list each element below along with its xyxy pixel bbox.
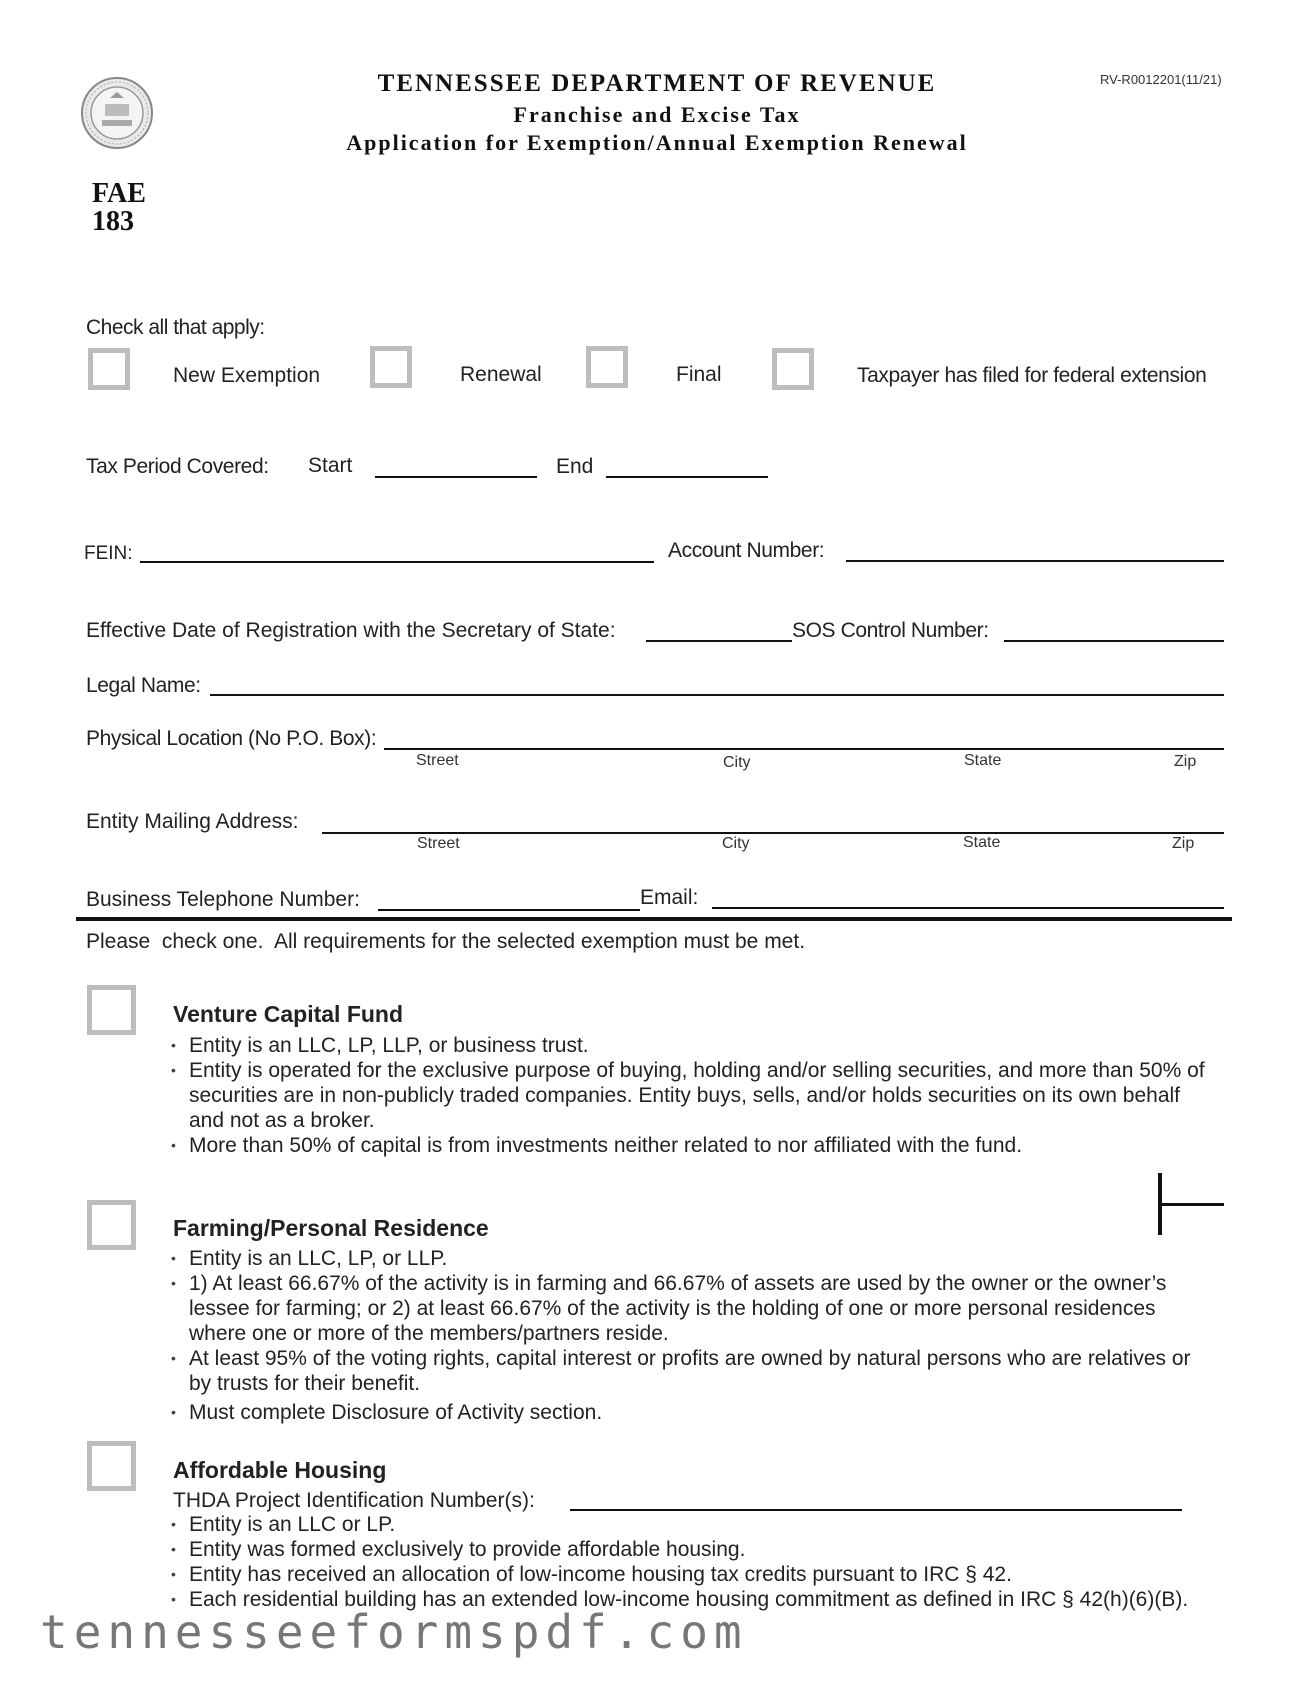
form-subtitle: Franchise and Excise Tax	[513, 102, 801, 127]
mailing-address-field[interactable]	[322, 832, 1224, 834]
venture-capital-requirements	[171, 1033, 1211, 1158]
physical-location-label: Physical Location (No P.O. Box):	[86, 727, 377, 750]
form-code	[92, 180, 146, 236]
end-date-field[interactable]	[606, 476, 768, 478]
list-item: • Must complete Disclosure of Activity section.	[171, 1400, 1211, 1425]
form-id: RV-R0012201(11/21)	[1100, 72, 1222, 87]
legal-name-label: Legal Name:	[86, 674, 201, 697]
thda-project-id-field[interactable]	[570, 1509, 1182, 1511]
list-item: • Entity is an LLC, LP, or LLP.	[171, 1246, 1211, 1271]
account-number-field[interactable]	[846, 560, 1224, 562]
new-exemption-checkbox[interactable]	[88, 348, 130, 390]
sos-control-field[interactable]	[1004, 640, 1224, 642]
form-code-line1: FAE	[92, 178, 146, 209]
physical-zip-caption: Zip	[1174, 753, 1197, 770]
affordable-housing-title: Affordable Housing	[173, 1457, 387, 1483]
bracket-mark	[1158, 1173, 1224, 1235]
email-label: Email:	[640, 886, 699, 909]
affordable-housing-requirements	[171, 1512, 1231, 1612]
list-item: • Entity has received an allocation of low-income housing tax credits pursuant to IRC § 42.	[171, 1562, 1231, 1587]
email-field[interactable]	[712, 907, 1224, 909]
form-code-line2: 183	[92, 206, 134, 237]
mailing-street-caption: Street	[417, 835, 460, 852]
section-divider	[76, 917, 1232, 921]
final-checkbox[interactable]	[586, 346, 628, 388]
federal-extension-checkbox[interactable]	[772, 348, 814, 390]
thda-label: THDA Project Identification Number(s):	[173, 1489, 535, 1512]
physical-city-caption: City	[723, 754, 751, 771]
start-date-field[interactable]	[375, 476, 537, 478]
mailing-state-caption: State	[963, 834, 1001, 851]
effective-date-label: Effective Date of Registration with the Secretary of State:	[86, 619, 616, 642]
list-item: • Entity was formed exclusively to provide affordable housing.	[171, 1537, 1231, 1562]
start-label: Start	[308, 454, 353, 477]
affordable-housing-checkbox[interactable]	[87, 1441, 136, 1491]
check-one-instruction: Please check one. All requirements for the selected exemption must be met.	[86, 930, 806, 953]
physical-location-field[interactable]	[384, 748, 1224, 750]
venture-capital-title: Venture Capital Fund	[173, 1001, 404, 1027]
tax-period-label: Tax Period Covered:	[86, 455, 269, 478]
fein-label: FEIN:	[84, 543, 133, 564]
renewal-label: Renewal	[460, 363, 542, 386]
fein-field[interactable]	[140, 561, 654, 563]
sos-control-label: SOS Control Number:	[792, 619, 989, 642]
mailing-zip-caption: Zip	[1172, 835, 1195, 852]
list-item: • Entity is an LLC or LP.	[171, 1512, 1231, 1537]
mailing-city-caption: City	[722, 835, 750, 852]
legal-name-field[interactable]	[210, 694, 1224, 696]
venture-capital-checkbox[interactable]	[87, 985, 136, 1035]
watermark: tennesseeformspdf.com	[40, 1605, 748, 1659]
mailing-address-label: Entity Mailing Address:	[86, 810, 299, 833]
physical-street-caption: Street	[416, 752, 459, 769]
physical-state-caption: State	[964, 752, 1002, 769]
farming-residence-title: Farming/Personal Residence	[173, 1215, 489, 1241]
effective-date-field[interactable]	[646, 640, 792, 642]
federal-extension-label: Taxpayer has filed for federal extension	[857, 364, 1207, 387]
agency-title: TENNESSEE DEPARTMENT OF REVENUE	[377, 70, 937, 97]
farming-residence-checkbox[interactable]	[87, 1200, 136, 1250]
list-item: • Each residential building has an extended low-income housing commitment as defined in IRC § 42(h)(6)(B).	[171, 1587, 1231, 1612]
end-label: End	[556, 455, 594, 478]
list-item: • At least 95% of the voting rights, capital interest or profits are owned by natural persons who are relatives or by trusts for their benefit.	[171, 1346, 1211, 1396]
form-title: Application for Exemption/Annual Exemption Renewal	[346, 130, 968, 155]
new-exemption-label: New Exemption	[173, 364, 321, 387]
check-all-instruction: Check all that apply:	[86, 316, 265, 339]
list-item: • More than 50% of capital is from investments neither related to nor affiliated with the fund.	[171, 1133, 1211, 1158]
list-item: • 1) At least 66.67% of the activity is in farming and 66.67% of assets are used by the owner or the owner’s lessee for farming; or 2) at least 66.67% of the activity is the holding of one or more personal residences where one or more of the members/partners reside.	[171, 1271, 1211, 1346]
farming-residence-requirements	[171, 1246, 1211, 1425]
list-item: • Entity is operated for the exclusive purpose of buying, holding and/or selling securities, and more than 50% of securities are in non-publicly traded companies. Entity buys, sells, and/or holds securities on its own behalf and not as a broker.	[171, 1058, 1211, 1133]
account-number-label: Account Number:	[668, 539, 825, 562]
phone-field[interactable]	[378, 909, 640, 911]
list-item: • Entity is an LLC, LP, LLP, or business trust.	[171, 1033, 1211, 1058]
phone-label: Business Telephone Number:	[86, 888, 360, 911]
renewal-checkbox[interactable]	[370, 346, 412, 388]
final-label: Final	[676, 363, 722, 386]
